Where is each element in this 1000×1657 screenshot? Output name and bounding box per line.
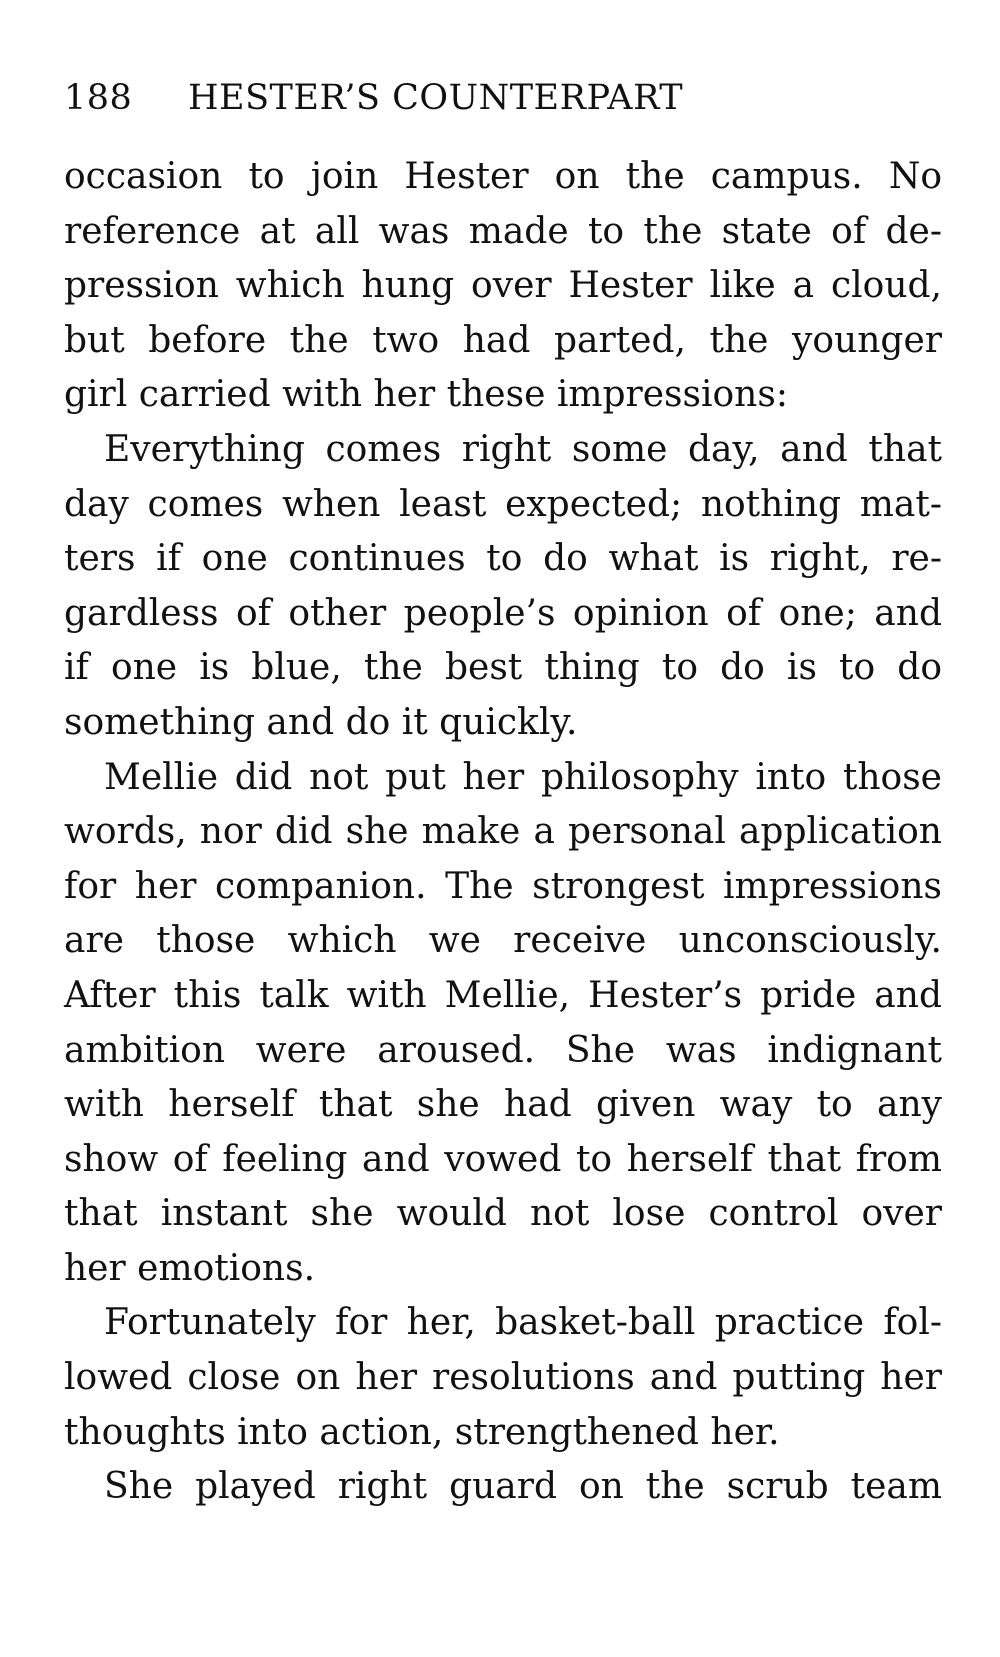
paragraph <box>64 1460 942 1515</box>
text-line: are those which we receive unconsciously. <box>64 920 942 962</box>
running-head-title: HESTER’S COUNTERPART <box>188 78 684 118</box>
text-line: thoughts into action, strengthened her. <box>64 1411 780 1453</box>
text-line: her emotions. <box>64 1247 316 1289</box>
paragraph <box>64 1296 942 1460</box>
text-line: with herself that she had given way to any <box>64 1084 942 1126</box>
text-line: if one is blue, the best thing to do is to do <box>64 647 942 689</box>
text-line: pression which hung over Hester like a cloud, <box>64 265 942 307</box>
page-number: 188 <box>64 78 133 118</box>
text-line: that instant she would not lose control over <box>64 1193 942 1235</box>
text-line: ters if one continues to do what is right, re- <box>64 538 942 580</box>
text-line: ambition were aroused. She was indignant <box>64 1029 942 1071</box>
running-head <box>64 78 944 138</box>
text-line: for her companion. The strongest impressions <box>64 865 942 907</box>
text-line: She played right guard on the scrub team <box>104 1466 942 1508</box>
paragraph <box>64 751 942 1297</box>
text-line: but before the two had parted, the younger <box>64 319 942 361</box>
paragraph <box>64 423 942 751</box>
text-line: gardless of other people’s opinion of one; and <box>64 592 942 634</box>
text-line: show of feeling and vowed to herself that from <box>64 1138 942 1180</box>
paragraph <box>64 150 942 423</box>
text-line: words, nor did she make a personal application <box>64 811 942 853</box>
text-line: something and do it quickly. <box>64 701 578 743</box>
text-line: Mellie did not put her philosophy into those <box>104 756 942 798</box>
text-line: Everything comes right some day, and that <box>104 428 942 470</box>
body-text <box>64 150 942 1515</box>
text-line: occasion to join Hester on the campus. No <box>64 156 942 197</box>
text-line: day comes when least expected; nothing mat- <box>64 483 942 525</box>
text-line: After this talk with Mellie, Hester’s pride and <box>64 974 942 1016</box>
text-line: girl carried with her these impressions: <box>64 374 788 416</box>
text-line: lowed close on her resolutions and putting her <box>64 1357 942 1399</box>
text-line: Fortunately for her, basket-ball practice fol- <box>104 1302 942 1344</box>
text-line: reference at all was made to the state of de- <box>64 210 942 252</box>
